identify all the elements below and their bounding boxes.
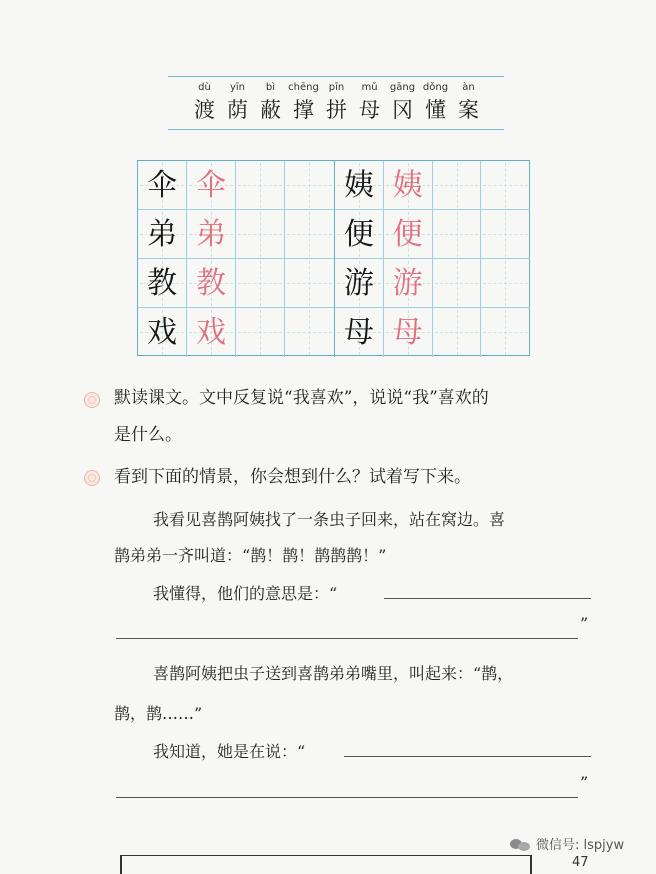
passage-2-line-1: 喜鹊阿姨把虫子送到喜鹊弟弟嘴里，叫起来：“鹊， [153,664,514,683]
trace-character: 游 [392,265,423,301]
passage-2-line-2: 鹊，鹊……” [114,704,203,723]
empty-grid-cell[interactable] [433,259,482,308]
vocab-pinyin: chēng [288,82,319,93]
vocab-pinyin: àn [462,82,475,93]
vocab-item [419,80,452,124]
exercise-1-line-1: 默读课文。文中反复说“我喜欢”，说说“我”喜欢的 [114,388,489,408]
grid-cell [384,259,433,308]
grid-cell [187,308,236,357]
exercise-1-line-2: 是什么。 [114,425,182,445]
vocab-hanzi: 荫 [227,98,248,122]
model-character: 姨 [343,167,374,203]
vocabulary-band [168,76,504,130]
answer-1-close-quote: ” [580,614,589,633]
vocab-hanzi: 渡 [194,98,215,122]
grid-cell [335,210,384,259]
wechat-icon [510,837,532,851]
answer-2-blank-line-b[interactable] [116,797,578,798]
vocab-hanzi: 懂 [425,98,446,122]
empty-grid-cell[interactable] [481,308,530,357]
empty-grid-cell[interactable] [236,210,285,259]
empty-grid-cell[interactable] [433,210,482,259]
model-character: 游 [343,265,374,301]
grid-cell [187,161,236,210]
grid-row [335,308,530,357]
trace-character: 母 [392,314,423,350]
grid-row [138,259,334,308]
empty-grid-cell[interactable] [433,308,482,357]
vocab-pinyin: pīn [328,82,345,93]
answer-2-blank-line-a[interactable] [344,756,591,757]
vocab-item [221,80,254,124]
grid-cell [187,210,236,259]
empty-grid-cell[interactable] [236,259,285,308]
trace-character: 戏 [196,314,226,350]
grid-cell [335,161,384,210]
trace-character: 便 [392,216,423,252]
grid-block-left [138,161,334,357]
watermark-text: 微信号: lspjyw [536,838,625,853]
vocab-hanzi: 案 [458,98,479,122]
grid-row [138,308,334,357]
grid-row [335,161,530,210]
writing-practice-grid [137,160,530,356]
vocab-hanzi: 蔽 [260,98,281,122]
empty-grid-cell[interactable] [285,308,334,357]
vocab-characters [188,80,485,124]
vocab-pinyin: gāng [389,82,416,93]
answer-1-prompt: 我懂得，他们的意思是：“ [153,584,338,603]
grid-cell [187,259,236,308]
grid-cell [384,308,433,357]
grid-cell [138,210,187,259]
answer-2-close-quote: ” [580,773,589,792]
answer-1-blank-line-a[interactable] [384,598,591,599]
grid-cell [138,161,187,210]
model-character: 戏 [147,314,177,350]
vocab-hanzi: 撑 [293,98,314,122]
footer-bar-left-tick [120,856,122,874]
trace-character: 姨 [392,167,423,203]
vocab-hanzi: 拼 [326,98,347,122]
model-character: 母 [343,314,374,350]
empty-grid-cell[interactable] [285,259,334,308]
grid-cell [335,308,384,357]
model-character: 弟 [147,216,177,252]
vocab-pinyin: mǔ [361,82,378,93]
footer-bar [120,855,532,874]
grid-cell [384,161,433,210]
grid-row [138,161,334,210]
exercise-2-prompt: 看到下面的情景，你会想到什么？试着写下来。 [114,467,471,487]
grid-cell [138,308,187,357]
vocab-item [188,80,221,124]
vocab-item [320,80,353,124]
empty-grid-cell[interactable] [481,210,530,259]
vocab-item [452,80,485,124]
passage-1-line-1: 我看见喜鹊阿姨找了一条虫子回来，站在窝边。喜 [153,510,506,529]
trace-character: 弟 [196,216,226,252]
vocab-pinyin: dǒng [422,82,449,93]
vocab-hanzi: 冈 [392,98,413,122]
empty-grid-cell[interactable] [236,161,285,210]
watermark [510,834,624,853]
model-character: 伞 [147,167,177,203]
empty-grid-cell[interactable] [285,161,334,210]
exercise-badge-icon [84,392,100,408]
empty-grid-cell[interactable] [285,210,334,259]
model-character: 便 [343,216,374,252]
vocab-pinyin: yīn [229,82,246,93]
empty-grid-cell[interactable] [433,161,482,210]
grid-row [335,210,530,259]
answer-2-prompt: 我知道，她是在说：“ [153,742,306,761]
grid-cell [384,210,433,259]
model-character: 教 [147,265,177,301]
answer-1-blank-line-b[interactable] [116,638,578,639]
trace-character: 教 [196,265,226,301]
passage-1-line-2: 鹊弟弟一齐叫道：“鹊！鹊！鹊鹊鹊！” [114,546,387,565]
grid-cell [335,259,384,308]
vocab-item [287,80,320,124]
trace-character: 伞 [196,167,226,203]
vocab-item [386,80,419,124]
page-number: 47 [572,855,589,870]
grid-block-right [334,161,530,357]
vocab-pinyin: dù [198,82,211,93]
footer-bar-right-tick [530,856,532,874]
empty-grid-cell[interactable] [236,308,285,357]
vocab-bottom-rule [168,129,504,130]
vocab-top-rule [168,76,504,77]
vocab-pinyin: bì [265,82,276,93]
grid-cell [138,259,187,308]
vocab-item [254,80,287,124]
grid-row [335,259,530,308]
grid-row [138,210,334,259]
exercise-badge-icon [84,470,100,486]
empty-grid-cell[interactable] [481,161,530,210]
empty-grid-cell[interactable] [481,259,530,308]
vocab-item [353,80,386,124]
vocab-hanzi: 母 [359,98,380,122]
